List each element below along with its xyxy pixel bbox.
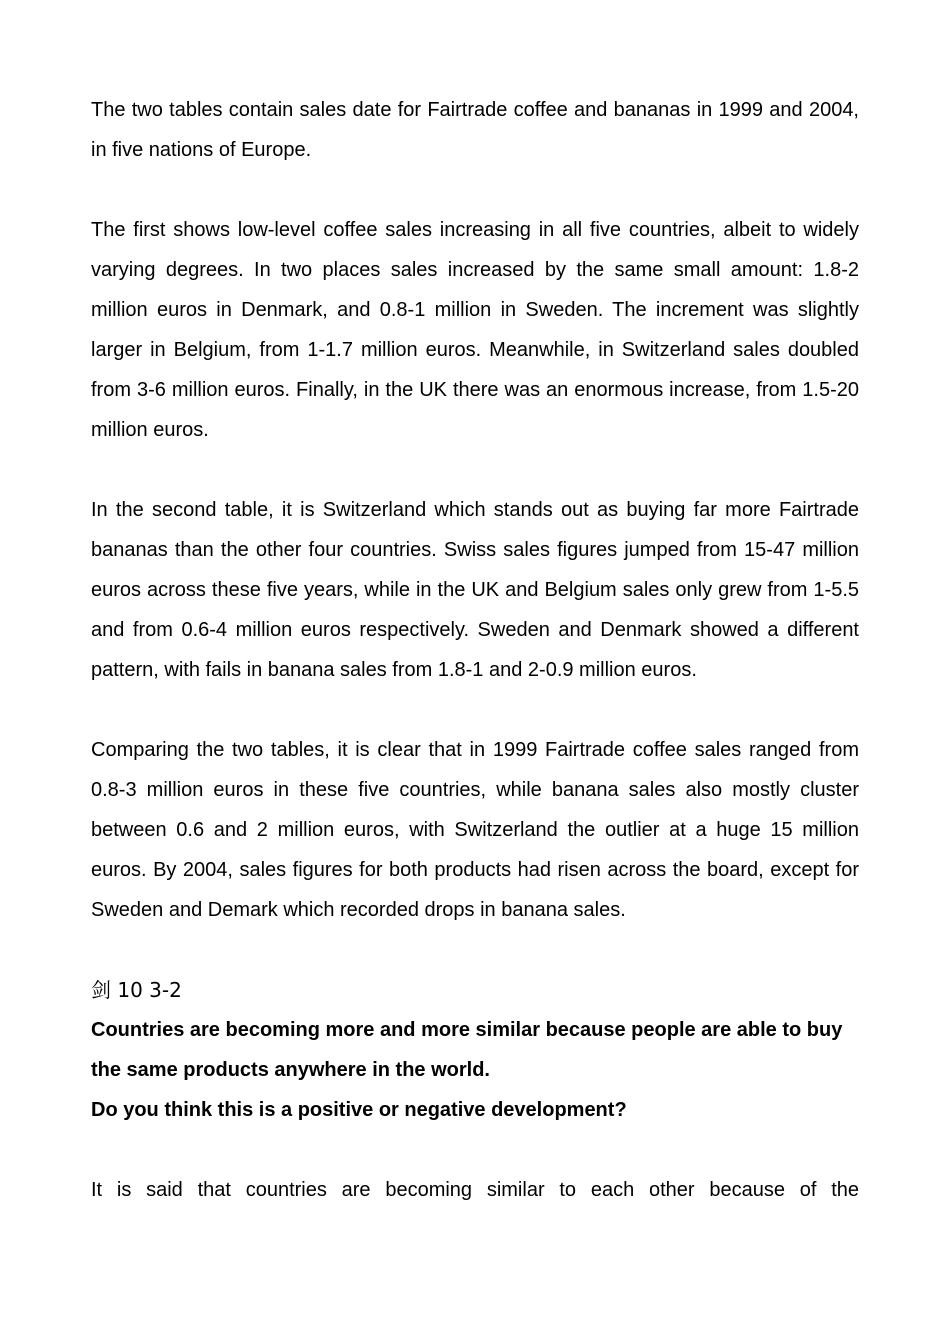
essay-prompt bbox=[91, 1010, 859, 1130]
essay-first-line: It is said that countries are becoming similar to each other because of the bbox=[91, 1179, 859, 1201]
paragraph-comparison: Comparing the two tables, it is clear that in 1999 Fairtrade coffee sales ranged from 0.8-3 million euros in these five countries, while banana sales also mostly cluster between 0.6 and 2 million euros, with Switzerland the outlier at a huge 15 million euros. By 2004, sales figures for both products had risen across the board, except for Sweden and Demark which recorded drops in banana sales. bbox=[91, 739, 859, 921]
paragraph-bananas: In the second table, it is Switzerland which stands out as buying far more Fairtrade bananas than the other four countries. Swiss sales figures jumped from 15-47 million euros across these five years, while in the UK and Belgium sales only grew from 1-5.5 and from 0.6-4 million euros respectively. Sweden and Denmark showed a different pattern, with fails in banana sales from 1.8-1 and 2-0.9 million euros. bbox=[91, 499, 859, 681]
prompt-line-1: Countries are becoming more and more similar because people are able to buy the same products anywhere in the world. bbox=[91, 1019, 843, 1081]
paragraph-coffee: The first shows low-level coffee sales increasing in all five countries, albeit to widely varying degrees. In two places sales increased by the same small amount: 1.8-2 million euros in Denmark, and 0.8-1 million in Sweden. The increment was slightly larger in Belgium, from 1-1.7 million euros. Meanwhile, in Switzerland sales doubled from 3-6 million euros. Finally, in the UK there was an enormous increase, from 1.5-20 million euros. bbox=[91, 219, 859, 441]
task-label: 剑 10 3-2 bbox=[91, 978, 182, 1002]
paragraph-intro: The two tables contain sales date for Fairtrade coffee and bananas in 1999 and 2004, in five nations of Europe. bbox=[91, 99, 859, 161]
document-page bbox=[91, 90, 859, 1210]
prompt-line-2: Do you think this is a positive or negative development? bbox=[91, 1099, 627, 1121]
